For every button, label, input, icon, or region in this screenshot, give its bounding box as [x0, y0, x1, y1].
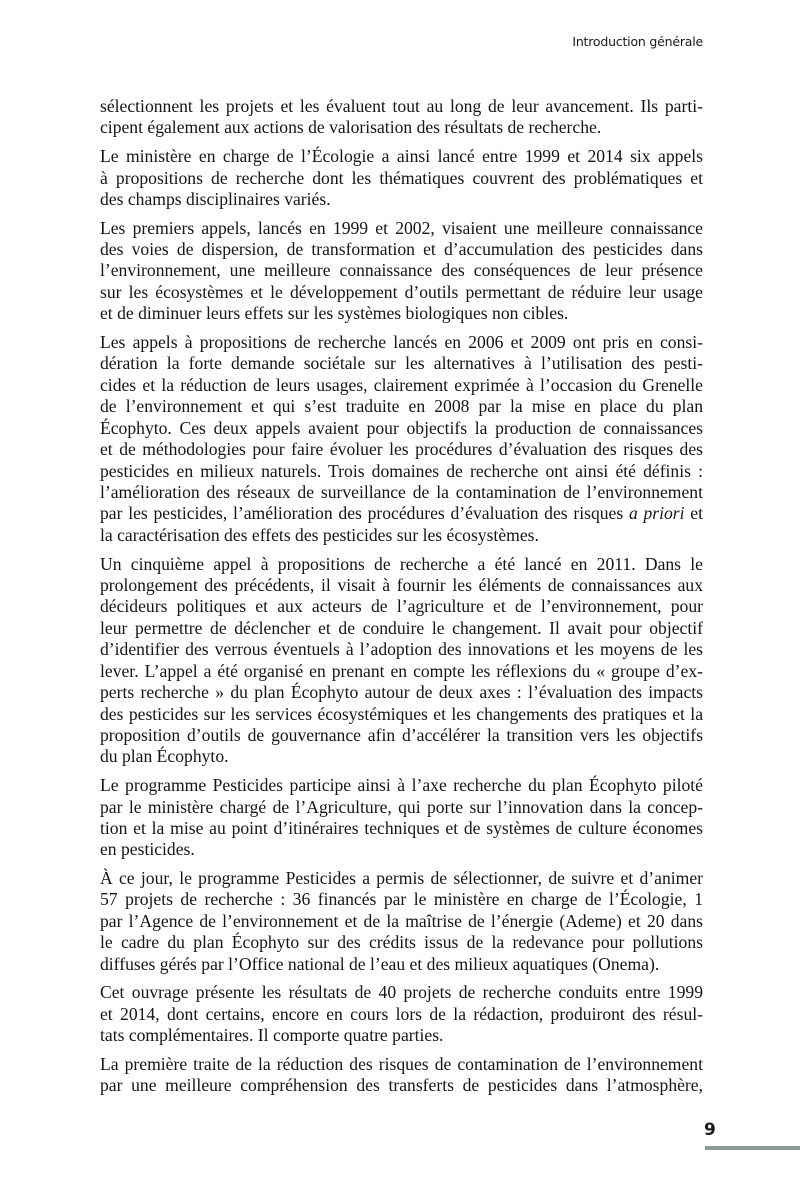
text-line: en pesticides. [100, 839, 195, 860]
text-line: tats complémentaires. Il comporte quatre parties. [100, 1025, 444, 1046]
text-line: dération la forte demande sociétale sur les alternatives à l’utilisation des pesti- [100, 353, 703, 374]
text-line: de l’environnement et qui s’est traduite en 2008 par la mise en place du plan [100, 396, 703, 417]
text-line: l’amélioration des réseaux de surveillance de la contamination de l’environnement [100, 482, 703, 502]
text-line: l’environnement, une meilleure connaissance des conséquences de leur présence [100, 260, 703, 281]
text-line: La première traite de la réduction des risques de contamination de l’environnement [100, 1053, 703, 1074]
paragraph-9 [100, 1054, 703, 1097]
text-line: tion et la mise au point d’itinéraires techniques et de systèmes de culture économes [100, 817, 703, 838]
text-line: et de méthodologies pour faire évoluer les procédures d’évaluation des risques des [100, 439, 703, 460]
text-line: cides et la réduction de leurs usages, clairement exprimée à l’occasion du Grenelle [100, 374, 703, 395]
text-line: 57 projets de recherche : 36 financés par le ministère en charge de l’Écologie, 1 [100, 889, 703, 910]
text-line: lever. L’appel a été organisé en prenant en compte les réflexions du « groupe d’ex- [100, 660, 703, 681]
paragraph-2 [100, 146, 703, 210]
text-line: à propositions de recherche dont les thématiques couvrent des problématiques et [100, 167, 703, 188]
text-line: et de diminuer leurs effets sur les systèmes biologiques non cibles. [100, 303, 569, 324]
text-line: Le programme Pesticides participe ainsi à l’axe recherche du plan Écophyto piloté [100, 775, 703, 796]
text-segment: et [684, 503, 703, 524]
italic-phrase: a priori [628, 503, 685, 524]
body-text [100, 96, 703, 1104]
text-line: pesticides en milieux naturels. Trois domaines de recherche ont ainsi été définis : [100, 460, 703, 481]
running-header-title: Introduction générale [572, 34, 703, 49]
text-line: du plan Écophyto. [100, 746, 229, 767]
text-line: des champs disciplinaires variés. [100, 188, 331, 209]
text-segment: par les pesticides, l’amélioration des procédures d’évaluation des risques [100, 503, 629, 524]
text-line: prolongement des précédents, il visait à fournir les éléments de connaissances aux [100, 574, 703, 595]
text-line: diffuses gérés par l’Office national de l’eau et des milieux aquatiques (Onema). [100, 953, 660, 974]
text-line: Les appels à propositions de recherche lancés en 2006 et 2009 ont pris en consi- [100, 331, 703, 352]
text-line: perts recherche » du plan Écophyto autour de deux axes : l’évaluation des impacts [100, 682, 703, 703]
paragraph-8 [100, 982, 703, 1046]
page-number: 9 [704, 1120, 716, 1140]
text-line: et 2014, dont certains, encore en cours lors de la rédaction, produiront des résul- [100, 1003, 703, 1024]
paragraph-7 [100, 868, 703, 975]
paragraph-5 [100, 554, 703, 768]
text-line: Écophyto. Ces deux appels avaient pour objectifs la production de connaissances [100, 417, 703, 438]
text-line: d’identifier des verrous éventuels à l’adoption des innovations et les moyens de les [100, 639, 703, 660]
text-line: À ce jour, le programme Pesticides a permis de sélectionner, de suivre et d’animer [100, 868, 703, 888]
text-line: Un cinquième appel à propositions de recherche a été lancé en 2011. Dans le [100, 553, 703, 574]
paragraph-3 [100, 218, 703, 325]
text-line: Les premiers appels, lancés en 1999 et 2002, visaient une meilleure connaissance [100, 217, 703, 238]
paragraph-6 [100, 775, 703, 861]
text-line: sur les écosystèmes et le développement d’outils permettant de réduire leur usage [100, 281, 703, 302]
text-line: leur permettre de déclencher et de conduire le changement. Il avait pour objectif [100, 617, 703, 638]
text-line: décideurs politiques et aux acteurs de l’agriculture et de l’environnement, pour [100, 596, 703, 617]
text-line: des voies de dispersion, de transformation et d’accumulation des pesticides dans [100, 239, 703, 259]
text-line: par l’Agence de l’environnement et de la maîtrise de l’énergie (Ademe) et 20 dans [100, 910, 703, 931]
paragraph-1 [100, 96, 703, 139]
text-line: Le ministère en charge de l’Écologie a ainsi lancé entre 1999 et 2014 six appels [100, 146, 703, 167]
text-line: sélectionnent les projets et les évaluent tout au long de leur avancement. Ils parti- [100, 96, 703, 116]
text-line: le cadre du plan Écophyto sur des crédits issus de la redevance pour pollutions [100, 932, 703, 953]
paragraph-4 [100, 332, 703, 546]
text-line: des pesticides sur les services écosystémiques et les changements des pratiques et la [100, 703, 703, 724]
text-line: Cet ouvrage présente les résultats de 40 projets de recherche conduits entre 1999 [100, 982, 703, 1003]
page-number-rule [705, 1146, 800, 1150]
text-line: la caractérisation des effets des pesticides sur les écosystèmes. [100, 524, 539, 545]
text-line: par le ministère chargé de l’Agriculture, qui porte sur l’innovation dans la concep- [100, 796, 703, 817]
text-line: cipent également aux actions de valorisation des résultats de recherche. [100, 117, 602, 138]
text-line-with-italic [100, 503, 703, 524]
text-line: par une meilleure compréhension des transferts de pesticides dans l’atmosphère, [100, 1075, 703, 1096]
text-line: proposition d’outils de gouvernance afin d’accélérer la transition vers les objectifs [100, 725, 703, 745]
